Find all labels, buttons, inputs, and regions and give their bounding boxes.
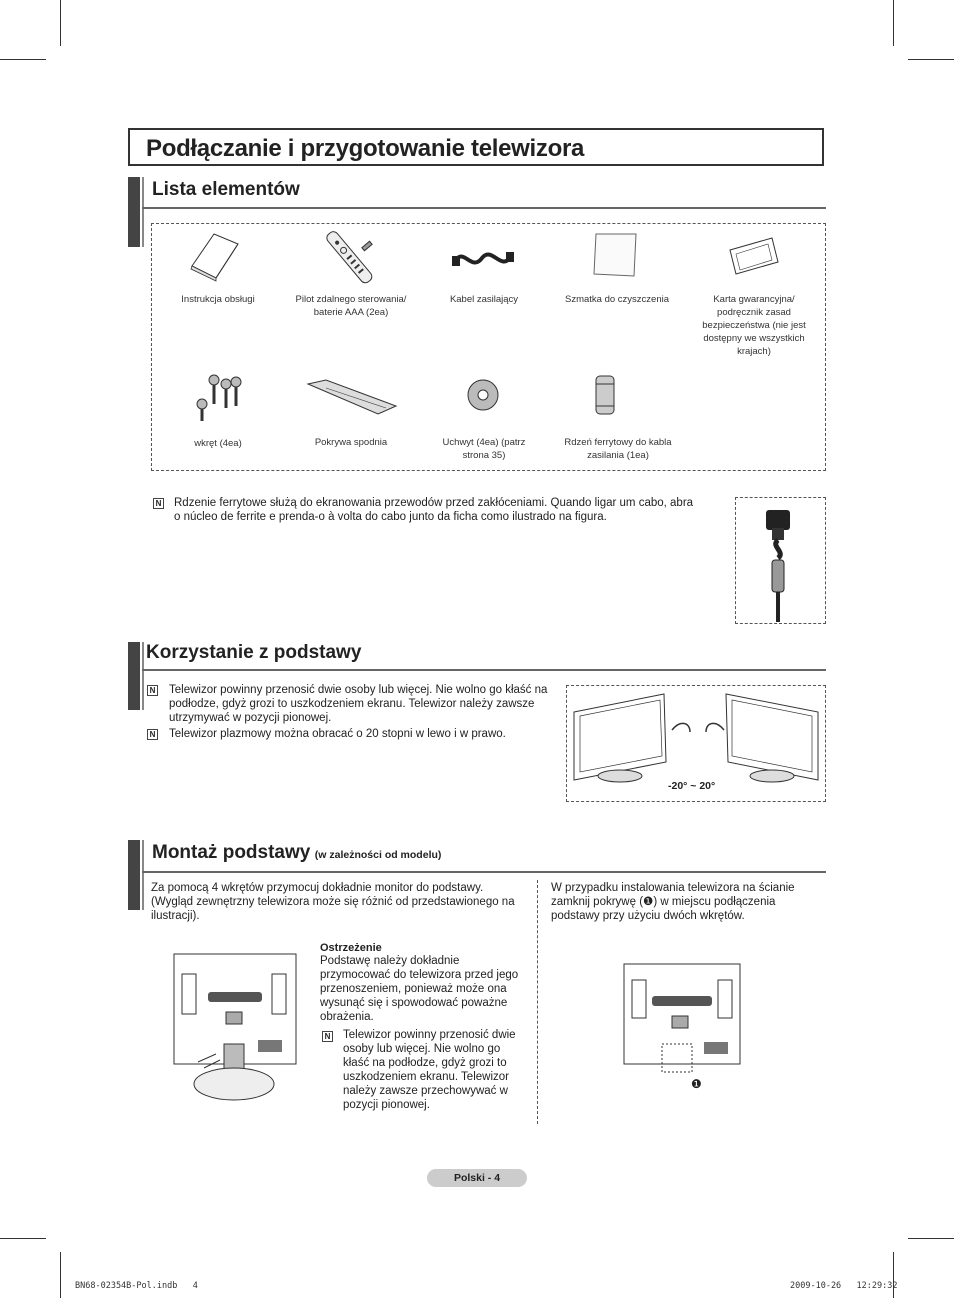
column-divider bbox=[537, 880, 539, 1124]
remote-icon bbox=[320, 232, 380, 284]
crop-mark bbox=[0, 59, 46, 60]
section-heading-stand-mount bbox=[152, 842, 441, 864]
item-label: wkręt (4ea) bbox=[194, 438, 242, 449]
section-rule bbox=[142, 669, 826, 671]
ferrite-core-icon bbox=[594, 374, 616, 416]
item-label: Rdzeń ferrytowy do kabla zasilania (1ea) bbox=[564, 437, 672, 461]
rotation-label: -20° ~ 20° bbox=[668, 780, 716, 792]
item-label: Szmatka do czyszczenia bbox=[564, 294, 669, 305]
crop-mark bbox=[908, 1238, 954, 1239]
section-bar bbox=[128, 642, 142, 710]
cover-marker: ❶ bbox=[691, 1077, 702, 1091]
section-rule bbox=[142, 207, 826, 209]
mount-right-text: W przypadku instalowania telewizora na ścianie zamknij pokrywę (❶) w miejscu podłączenia podstawy przy użyciu dwóch wkrętów. bbox=[551, 882, 795, 922]
mount-left-text: Za pomocą 4 wkrętów przymocuj dokładnie monitor do podstawy. (Wygląd zewnętrzny telewizora może się różnić od przedstawionego na ilustracji). bbox=[151, 882, 515, 922]
manual-icon bbox=[186, 230, 246, 282]
item-label: Karta gwarancyjna/ podręcznik zasad bezpieczeństwa (nie jest dostępny we wszystkich krajach) bbox=[702, 294, 806, 357]
crop-mark bbox=[893, 1252, 894, 1298]
crop-mark bbox=[60, 1252, 61, 1298]
section-title-components: Lista elementów bbox=[152, 179, 300, 200]
tv-back-wall-icon bbox=[620, 960, 744, 1088]
screws-icon bbox=[192, 374, 246, 422]
item-label: Pilot zdalnego sterowania/ baterie AAA (2ea) bbox=[295, 294, 407, 318]
tv-back-stand-icon bbox=[168, 950, 300, 1110]
crop-mark bbox=[0, 1238, 46, 1239]
item-label: Uchwyt (4ea) (patrz strona 35) bbox=[442, 437, 526, 461]
section-title-stand-mount: Montaż podstawy bbox=[152, 842, 311, 863]
power-plug-icon bbox=[760, 504, 800, 624]
stand-note-1: Telewizor powinny przenosić dwie osoby lub więcej. Nie wolno go kłaść na podłodze, gdyż grozi to uszkodzeniem ekranu. Telewizor należy zawsze utrzymywać w pozycji pionowej. bbox=[169, 684, 548, 724]
warning-note: Telewizor powinny przenosić dwie osoby lub więcej. Nie wolno go kłaść na podłodze, gdyż grozi to uszkodzeniem ekranu. Telewizor należy zawsze przechowywać w pozycji pionowej. bbox=[343, 1029, 516, 1111]
note-icon: N bbox=[322, 1031, 333, 1042]
section-title-stand-use: Korzystanie z podstawy bbox=[146, 642, 362, 663]
power-cable-icon bbox=[452, 246, 514, 276]
print-file: BN68-02354B-Pol.indb 4 bbox=[75, 1281, 198, 1291]
item-label: Instrukcja obsługi bbox=[181, 294, 255, 305]
tv-rotation-icon bbox=[572, 690, 822, 786]
ferrite-note: Rdzenie ferrytowe służą do ekranowania przewodów przed zakłóceniami. Quando ligar um cabo, abra o núcleo de ferrite e prenda-o à volta do cabo junto da ficha como ilustrado na figura. bbox=[174, 497, 694, 523]
page-title: Podłączanie i przygotowanie telewizora bbox=[146, 135, 585, 162]
note-icon: N bbox=[147, 729, 158, 740]
stand-note-2: Telewizor plazmowy można obracać o 20 stopni w lewo i w prawo. bbox=[169, 728, 506, 740]
warranty-card-icon bbox=[728, 236, 780, 276]
page-number: Polski - 4 bbox=[427, 1169, 527, 1187]
item-label: Kabel zasilający bbox=[449, 294, 519, 305]
print-date: 2009-10-26 12:29:32 bbox=[790, 1281, 898, 1291]
crop-mark bbox=[908, 59, 954, 60]
page-title-box bbox=[128, 128, 824, 166]
warning-title: Ostrzeżenie bbox=[320, 942, 382, 954]
item-label: Pokrywa spodnia bbox=[314, 437, 388, 448]
note-icon: N bbox=[153, 498, 164, 509]
bottom-cover-icon bbox=[306, 378, 398, 416]
section-bar bbox=[128, 177, 142, 247]
section-subtitle: (w zależności od modelu) bbox=[314, 849, 442, 861]
warning-text: Podstawę należy dokładnie przymocować do telewizora przed jego przenoszeniem, ponieważ może ona wysunąć się i spowodować poważne obrażenia. bbox=[320, 955, 519, 1023]
section-bar bbox=[128, 840, 142, 910]
crop-mark bbox=[893, 0, 894, 46]
cloth-icon bbox=[592, 232, 640, 278]
note-icon: N bbox=[147, 685, 158, 696]
crop-mark bbox=[60, 0, 61, 46]
holder-ring-icon bbox=[466, 378, 500, 412]
section-rule bbox=[142, 871, 826, 873]
